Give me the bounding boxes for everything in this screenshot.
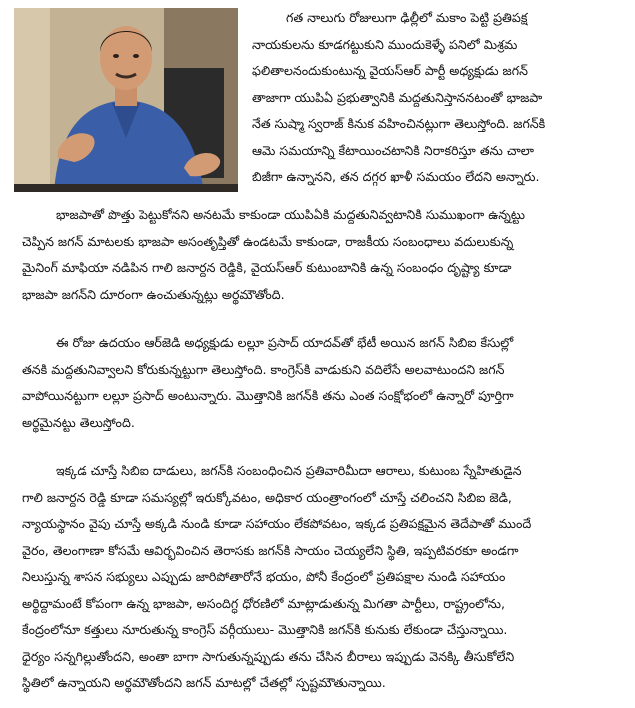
text-line: నిలుస్తున్న శాసన సభ్యులు ఎప్పుడు జారిపోతారోనే భయం, పోనీ కేంద్రంలో ప్రతిపక్షాల నుండి సహాయం [22,569,506,584]
text-line: గత నాలుగు రోజులుగా ఢిల్లీలో మకాం పెట్టి ప్రతిపక్ష [286,10,528,25]
article-photo [14,8,238,192]
text-line: నాయకులను కూడగట్టుకుని ముందుకెళ్ళే పనిలో మిశ్రమ [252,36,518,52]
text-line: తాజాగా యుపిఏ ప్రభుత్వానికి మద్దతునిస్తాననటంతో భాజపా [252,89,543,105]
text-line: కేంద్రంలోనూ కత్తులు నూరుతున్న కాంగ్రెస్ వర్గీయులు- మొత్తానికి జగన్‌కి కునుకు లేకుండా చేస్తున్నాయి. [22,622,508,637]
text-line: ధైర్యం సన్నగిల్లుతోందని, అంతా బాగా సాగుతున్నప్పుడు తను చేసిన బీరాలు ఇప్పుడు వెనక్కి తీసుకోలేని [22,648,515,664]
text-line: ఈ రోజు ఉదయం ఆర్‌జెడి అధ్యక్షుడు లల్లూ ప్రసాద్ యాదవ్‌తో భేటీ అయిన జగన్ సిబిఐ కేసుల్లో [56,335,514,350]
text-line: భాజపా జగన్‌ని దూరంగా ఉంచుతున్నట్లు అర్థమౌతోంది. [22,286,285,302]
text-line: ఫలితాలనందుకుంటున్న వైయస్ఆర్ పార్టీ అధ్యక్షుడు జగన్ [252,63,528,78]
text-line: వాపోయినట్టుగా లల్లూ ప్రసాద్ అంటున్నారు. మొత్తానికి జగన్‌కి తను ఎంత సంక్షోభంలో ఉన్నారో పూర్తిగా [22,388,514,403]
text-line: ఆమె సమయాన్ని కేటాయించటానికి నిరాకరిస్తూ తను చాలా [252,142,534,158]
text-line: భాజపాతో పొత్తు పెట్టుకోనని అనటమే కాకుండా యుపిఏకి మద్దతునివ్వటానికి సుముఖంగా ఉన్నట్టు [56,207,525,222]
paragraph-4 [22,458,621,697]
text-line: చెప్పిన జగన్ మాటలకు భాజపా అసంతృప్తితో ఉండటమే కాకుండా, రాజకీయ సంబంధాలు వదులుకున్న [22,233,514,249]
paragraph-3 [22,330,621,436]
paragraph-2 [22,202,621,308]
text-line: న్యాయస్థానం వైపు చూస్తే అక్కడి నుండి కూడా సహాయం లేకపోవటం, ఇక్కడ ప్రతిపక్షమైన తెదేపాతో ముందే [22,516,532,531]
text-line: అర్థమైనట్టు తెలుస్తోంది. [22,414,135,430]
text-line: నేత సుష్మా స్వరాజ్ కినుక వహించినట్లుగా తెలుస్తోంది. జగన్‌కి [252,116,546,131]
paragraph-1 [252,5,621,191]
text-line: బిజీగా ఉన్నానని, తన దగ్గర ఖాళీ సమయం లేదని అన్నారు. [252,169,540,184]
text-line: వైరం, తెలంగాణా కోసమే ఆవిర్భవించిన తెరాసకు జగన్‌కి సాయం చెయ్యలేని స్థితి, ఇప్పటివరకూ అండగా [22,542,519,558]
text-line: స్థితిలో ఉన్నాయని అర్థమౌతోందని జగన్ మాటల్లో చేతల్లో స్పష్టమౌతున్నాయి. [22,675,386,690]
man-seated-portrait-icon [14,8,238,192]
text-line: మైనింగ్ మాఫియా నడిపిన గాలి జనార్దన రెడ్డికి, వైయస్ఆర్ కుటుంబానికి ఉన్న సంబంధం దృష్ట్యా కూడా [22,260,512,275]
text-line: అర్థిద్దామంటే కోపంగా ఉన్న భాజపా, అసందిగ్ధ ధోరణిలో మాట్లాడుతున్న మిగతా పార్టీలు, రాష్ట్రంలోను, [22,595,505,611]
text-line: తనకి మద్దతునివ్వాలని కోరుకున్నట్టుగా తెలుస్తోంది. కాంగ్రెస్‌కి వాడుకుని వదిలేసే అలవాటుందని జగన్ [22,361,505,377]
text-line: ఇక్కడ చూస్తే సిబిఐ దాడులు, జగన్‌కి సంబంధించిన ప్రతివారిమీదా ఆరాలు, కుటుంబ స్నేహితుడైన [56,463,522,478]
text-line: గాలి జనార్దన రెడ్డి కూడా సమస్యల్లో ఇరుక్కోవటం, అధికార యంత్రాంగంలో చూస్తే చలించని సిబిఐ జెడి, [22,489,512,505]
